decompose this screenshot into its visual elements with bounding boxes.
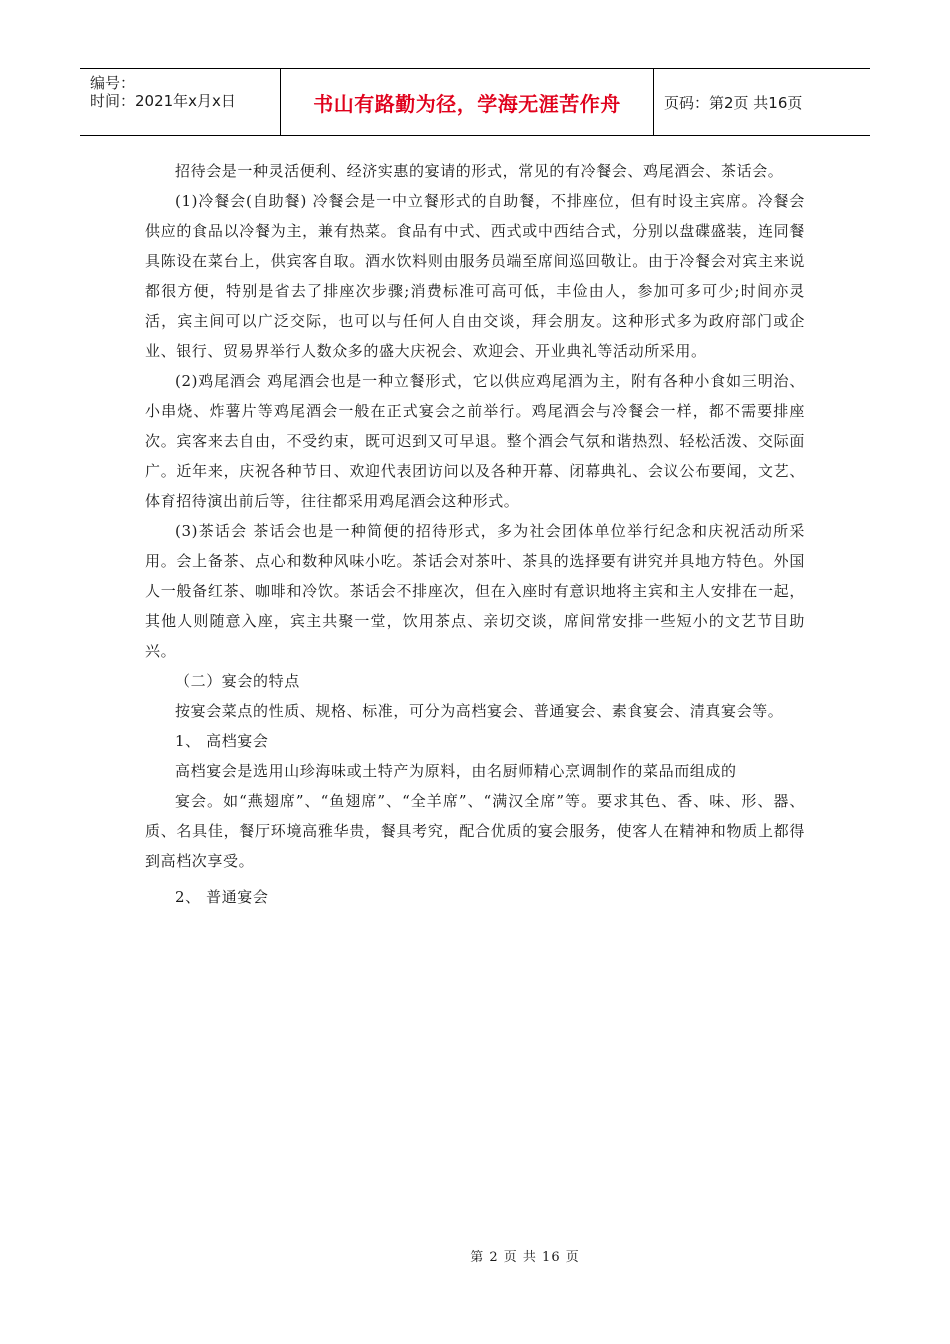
paragraph-classification: 按宴会菜点的性质、规格、标准，可分为高档宴会、普通宴会、素食宴会、清真宴会等。 — [175, 702, 784, 720]
subheading-high-end: 1、 高档宴会 — [175, 732, 269, 750]
footer-page-number: 第 2 页 共 16 页 — [470, 1250, 580, 1265]
document-header — [80, 68, 870, 136]
header-motto-cell — [281, 69, 654, 135]
document-body — [145, 156, 805, 912]
page-footer — [0, 1246, 950, 1265]
header-page-number: 页码：第2页 共16页 — [664, 93, 803, 112]
header-info-cell — [80, 69, 281, 135]
paragraph-intro: 招待会是一种灵活便利、经济实惠的宴请的形式，常见的有冷餐会、鸡尾酒会、茶话会。 — [175, 162, 784, 180]
document-date-label: 时间：2021年x月x日 — [90, 92, 236, 110]
paragraph-cocktail: (2)鸡尾酒会 鸡尾酒会也是一种立餐形式，它以供应鸡尾酒为主，附有各种小食如三明治、小串烧、炸薯片等鸡尾酒会一般在正式宴会之前举行。鸡尾酒会与冷餐会一样，都不需要排座次。宾客来去自由，不受约束，既可迟到又可早退。整个酒会气氛和谐热烈、轻松活泼、交际面广。近年来，庆祝各种节日、欢迎代表团访问以及各种开幕、闭幕典礼、会议公布要闻，文艺、体育招待演出前后等，往往都采用鸡尾酒会这种形式。 — [145, 372, 805, 510]
document-number-label: 编号： — [90, 74, 136, 92]
paragraph-tea-party: (3)茶话会 茶话会也是一种简便的招待形式，多为社会团体单位举行纪念和庆祝活动所采用。会上备茶、点心和数种风味小吃。茶话会对茶叶、茶具的选择要有讲究并具地方特色。外国人一般备红茶、咖啡和冷饮。茶话会不排座次，但在入座时有意识地将主宾和主人安排在一起，其他人则随意入座，宾主共聚一堂，饮用茶点、亲切交谈，席间常安排一些短小的文艺节目助兴。 — [145, 522, 805, 660]
header-page-cell — [654, 69, 870, 135]
header-motto: 书山有路勤为径，学海无涯苦作舟 — [313, 91, 621, 116]
section-heading: （二）宴会的特点 — [175, 672, 300, 690]
paragraph-high-end-1: 高档宴会是选用山珍海味或土特产为原料，由名厨师精心烹调制作的菜品而组成的 — [175, 762, 737, 780]
paragraph-cold-buffet: (1)冷餐会(自助餐) 冷餐会是一中立餐形式的自助餐，不排座位，但有时设主宾席。冷餐会供应的食品以冷餐为主，兼有热菜。食品有中式、西式或中西结合式，分别以盘碟盛装，连同餐具陈设在菜台上，供宾客自取。酒水饮料则由服务员端至席间巡回敬让。由于冷餐会对宾主来说都很方便，特别是省去了排座次步骤;消费标准可高可低，丰俭由人，参加可多可少;时间亦灵活，宾主间可以广泛交际，也可以与任何人自由交谈，拜会朋友。这种形式多为政府部门或企业、银行、贸易界举行人数众多的盛大庆祝会、欢迎会、开业典礼等活动所采用。 — [145, 192, 805, 360]
subheading-ordinary: 2、 普通宴会 — [175, 888, 269, 906]
paragraph-high-end-2: 宴会。如“燕翅席”、“鱼翅席”、“全羊席”、“满汉全席”等。要求其色、香、味、形、器、质、名具佳，餐厅环境高雅华贵，餐具考究，配合优质的宴会服务，使客人在精神和物质上都得到高档次享受。 — [145, 792, 805, 870]
